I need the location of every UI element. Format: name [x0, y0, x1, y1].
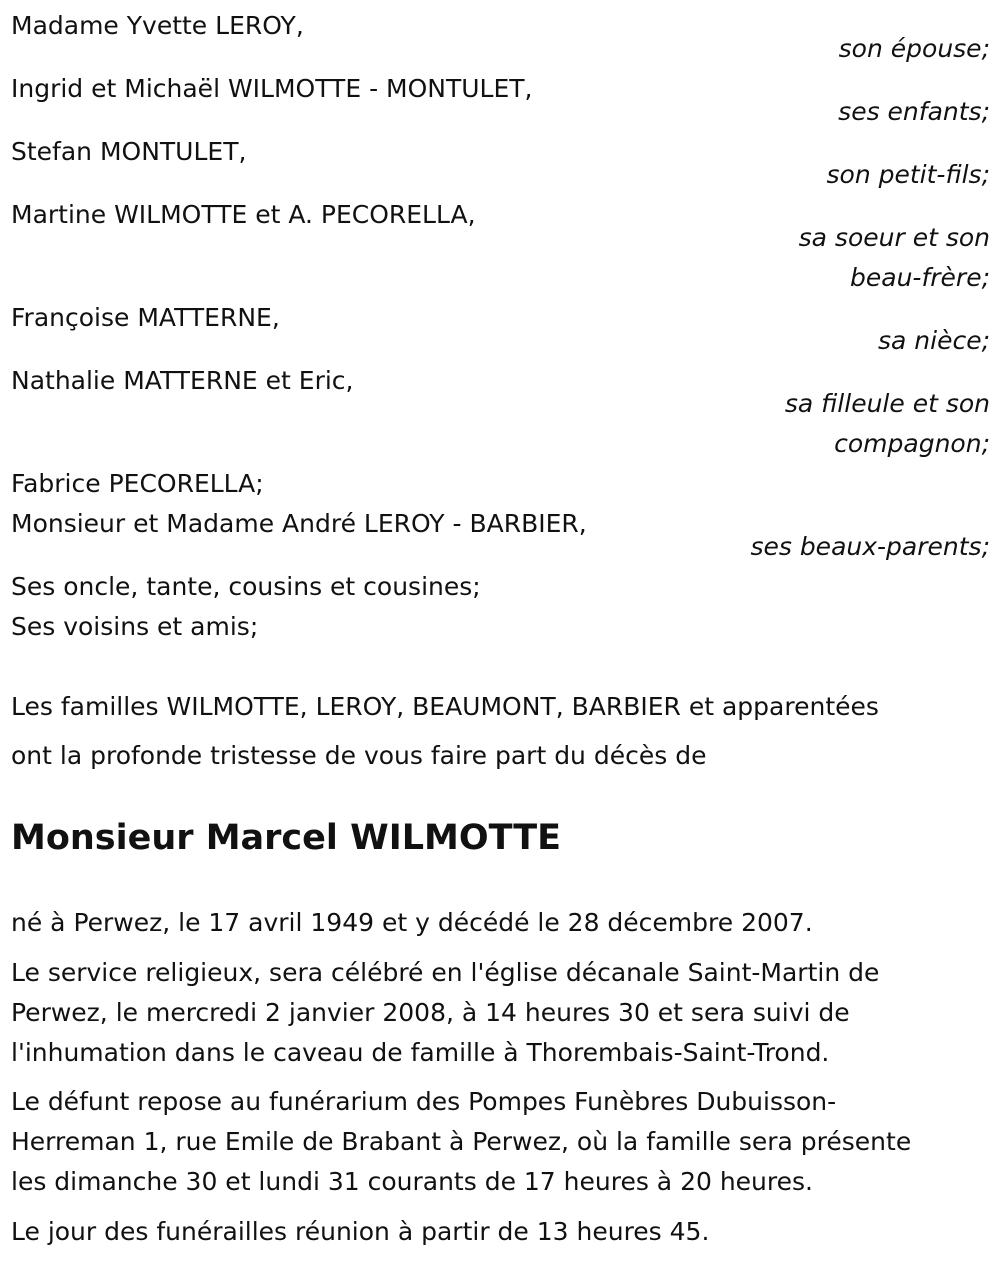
family-relation-8: ses beaux-parents;	[750, 532, 990, 561]
service-line-2: Perwez, le mercredi 2 janvier 2008, à 14 heures 30 et sera suivi de	[11, 998, 850, 1027]
family-relation-5: sa nièce;	[877, 326, 990, 355]
family-name-9: Ses oncle, tante, cousins et cousines;	[11, 572, 481, 601]
rest-line-3: les dimanche 30 et lundi 31 courants de 17 heures à 20 heures.	[11, 1167, 813, 1196]
family-name-2: Ingrid et Michaël WILMOTTE - MONTULET,	[11, 74, 533, 103]
announcement-line-2: ont la profonde tristesse de vous faire part du décès de	[11, 741, 707, 770]
family-name-1: Madame Yvette LEROY,	[11, 11, 304, 40]
rest-line-1: Le défunt repose au funérarium des Pompes Funèbres Dubuisson-	[11, 1087, 837, 1116]
service-line-3: l'inhumation dans le caveau de famille à Thorembais-Saint-Trond.	[11, 1038, 830, 1067]
family-name-4: Martine WILMOTTE et A. PECORELLA,	[11, 200, 476, 229]
family-name-3: Stefan MONTULET,	[11, 137, 247, 166]
meeting-text: Le jour des funérailles réunion à partir de 13 heures 45.	[11, 1217, 710, 1246]
family-name-8: Monsieur et Madame André LEROY - BARBIER,	[11, 509, 587, 538]
family-name-10: Ses voisins et amis;	[11, 612, 259, 641]
born-died-text: né à Perwez, le 17 avril 1949 et y décédé le 28 décembre 2007.	[11, 908, 813, 937]
rest-line-2: Herreman 1, rue Emile de Brabant à Perwez, où la famille sera présente	[11, 1127, 912, 1156]
family-relation-6b: compagnon;	[834, 429, 990, 458]
family-name-7: Fabrice PECORELLA;	[11, 469, 264, 498]
service-line-1: Le service religieux, sera célébré en l'église décanale Saint-Martin de	[11, 958, 880, 987]
family-relation-2: ses enfants;	[838, 97, 990, 126]
family-relation-4b: beau-frère;	[850, 263, 990, 292]
family-name-5: Françoise MATTERNE,	[11, 303, 280, 332]
family-name-6: Nathalie MATTERNE et Eric,	[11, 366, 354, 395]
family-relation-3: son petit-fils;	[826, 160, 990, 189]
family-relation-6a: sa filleule et son	[784, 389, 990, 418]
family-relation-4a: sa soeur et son	[798, 223, 990, 252]
announcement-line-1: Les familles WILMOTTE, LEROY, BEAUMONT, BARBIER et apparentées	[11, 692, 879, 721]
deceased-name: Monsieur Marcel WILMOTTE	[11, 818, 562, 858]
family-relation-1: son épouse;	[838, 34, 990, 63]
